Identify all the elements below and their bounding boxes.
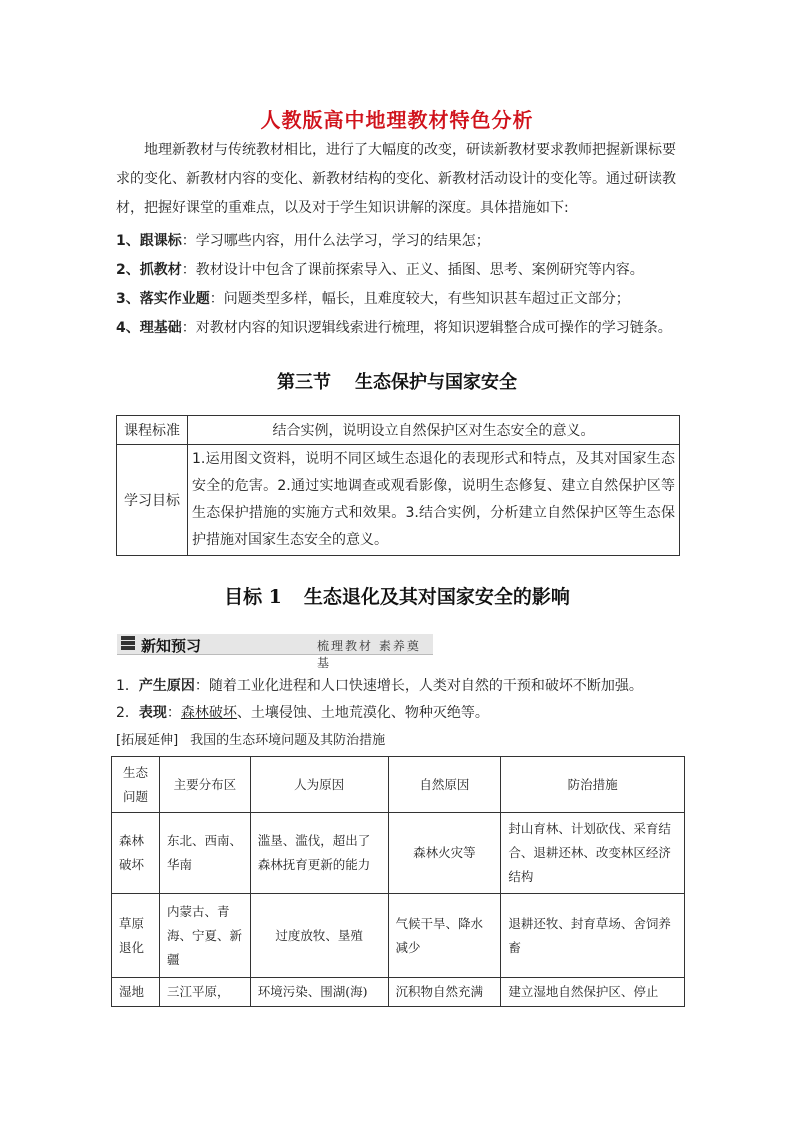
table-cell: 沉积物自然充满 bbox=[388, 978, 501, 1007]
learning-objectives-label: 学习目标 bbox=[117, 445, 188, 556]
curriculum-table bbox=[116, 415, 680, 556]
banner-title: 新知预习 bbox=[141, 637, 202, 655]
table-cell: 三江平原， bbox=[159, 978, 250, 1007]
point-number: 2． bbox=[116, 705, 139, 721]
measure-item-2 bbox=[116, 258, 686, 282]
table-cell: 退耕还牧、封育草场、舍饲养畜 bbox=[501, 894, 685, 978]
table-cell: 森林火灾等 bbox=[388, 813, 501, 894]
column-header: 主要分布区 bbox=[159, 757, 250, 813]
point-keyword: 表现 bbox=[138, 705, 167, 721]
extension-tag: [拓展延伸] bbox=[116, 733, 179, 748]
table-cell: 森林破坏 bbox=[112, 813, 160, 894]
point-text: 、土壤侵蚀、土地荒漠化、物种灭绝等。 bbox=[236, 705, 489, 721]
document-title: 人教版高中地理教材特色分析 bbox=[260, 108, 534, 132]
point-number: 1． bbox=[116, 678, 139, 694]
table-cell: 气候干旱、降水减少 bbox=[388, 894, 501, 978]
measure-text: ：对教材内容的知识逻辑线索进行梳理，将知识逻辑整合成可操作的学习链条。 bbox=[181, 320, 672, 336]
section-number: 第三节 bbox=[277, 372, 331, 393]
curriculum-standard-text: 结合实例，说明设立自然保护区对生态安全的意义。 bbox=[188, 416, 680, 445]
eco-problems-table bbox=[111, 756, 685, 1007]
column-header: 人为原因 bbox=[250, 757, 388, 813]
table-cell: 建立湿地自然保护区、停止 bbox=[501, 978, 685, 1007]
measure-number: 4、 bbox=[116, 320, 140, 336]
table-cell: 滥垦、滥伐，超出了森林抚育更新的能力 bbox=[250, 813, 388, 894]
underlined-term: 森林破坏 bbox=[180, 705, 237, 721]
column-header: 生态问题 bbox=[112, 757, 160, 813]
table-cell: 内蒙古、青海、宁夏、新疆 bbox=[159, 894, 250, 978]
measure-keyword: 落实作业题 bbox=[139, 291, 210, 307]
table-row bbox=[117, 416, 680, 445]
table-cell: 湿地 bbox=[112, 978, 160, 1007]
table-cell: 草原退化 bbox=[112, 894, 160, 978]
extension-title: 我国的生态环境问题及其防治措施 bbox=[190, 733, 386, 748]
measure-item-1 bbox=[116, 229, 686, 253]
measure-keyword: 抓教材 bbox=[139, 262, 182, 278]
goal-number: 目标 1 bbox=[224, 586, 282, 608]
column-header: 防治措施 bbox=[501, 757, 685, 813]
table-header-row bbox=[112, 757, 685, 813]
table-cell: 过度放牧、垦殖 bbox=[250, 894, 388, 978]
goal-name: 生态退化及其对国家安全的影响 bbox=[303, 586, 570, 608]
goal-title bbox=[0, 582, 794, 609]
measure-number: 1、 bbox=[116, 233, 140, 249]
table-row bbox=[112, 978, 685, 1007]
measure-keyword: 跟课标 bbox=[139, 233, 182, 249]
measure-item-3 bbox=[116, 287, 686, 311]
learning-objectives-text: 1.运用图文资料，说明不同区域生态退化的表现形式和特点，及其对国家生态安全的危害。2.通过实地调查或观看影像，说明生态修复、建立自然保护区等生态保护措施的实施方式和效果。3.结合实例，分析建立自然保护区等生态保护措施对国家生态安全的意义。 bbox=[188, 445, 680, 556]
curriculum-standard-label: 课程标准 bbox=[117, 416, 188, 445]
table-cell: 环境污染、围湖(海) bbox=[250, 978, 388, 1007]
section-name: 生态保护与国家安全 bbox=[355, 372, 517, 393]
table-row bbox=[112, 894, 685, 978]
measure-number: 3、 bbox=[116, 291, 140, 307]
measure-number: 2、 bbox=[116, 262, 140, 278]
book-stack-icon bbox=[121, 636, 135, 651]
measure-text: ：问题类型多样，幅长，且难度较大，有些知识甚车超过正文部分； bbox=[209, 291, 630, 307]
point-text: ：随着工业化进程和人口快速增长，人类对自然的干预和破坏不断加强。 bbox=[194, 678, 643, 694]
table-cell: 封山育林、计划砍伐、采育结合、退耕还林、改变林区经济结构 bbox=[501, 813, 685, 894]
point-separator: ： bbox=[166, 705, 181, 721]
column-header: 自然原因 bbox=[388, 757, 501, 813]
point-1 bbox=[116, 675, 643, 695]
preview-banner bbox=[117, 632, 433, 670]
point-2 bbox=[116, 702, 489, 722]
table-row bbox=[117, 445, 680, 556]
measure-item-4 bbox=[116, 316, 686, 340]
measure-text: ：学习哪些内容，用什么法学习，学习的结果怎； bbox=[181, 233, 490, 249]
table-cell: 东北、西南、华南 bbox=[159, 813, 250, 894]
table-row bbox=[112, 813, 685, 894]
measure-text: ：教材设计中包含了课前探索导入、正义、插图、思考、案例研究等内容。 bbox=[181, 262, 644, 278]
extension-heading bbox=[116, 729, 385, 748]
intro-paragraph: 地理新教材与传统教材相比，进行了大幅度的改变，研读新教材要求教师把握新课标要求的变化、新教材内容的变化、新教材结构的变化、新教材活动设计的变化等。通过研读教材，把握好课堂的重难点，以及对于学生知识讲解的深度。具体措施如下: bbox=[116, 142, 676, 216]
point-keyword: 产生原因 bbox=[138, 678, 195, 694]
section-title bbox=[0, 368, 794, 394]
banner-subtitle: 梳理教材 素养奠基 bbox=[317, 639, 421, 670]
measure-keyword: 理基础 bbox=[139, 320, 182, 336]
